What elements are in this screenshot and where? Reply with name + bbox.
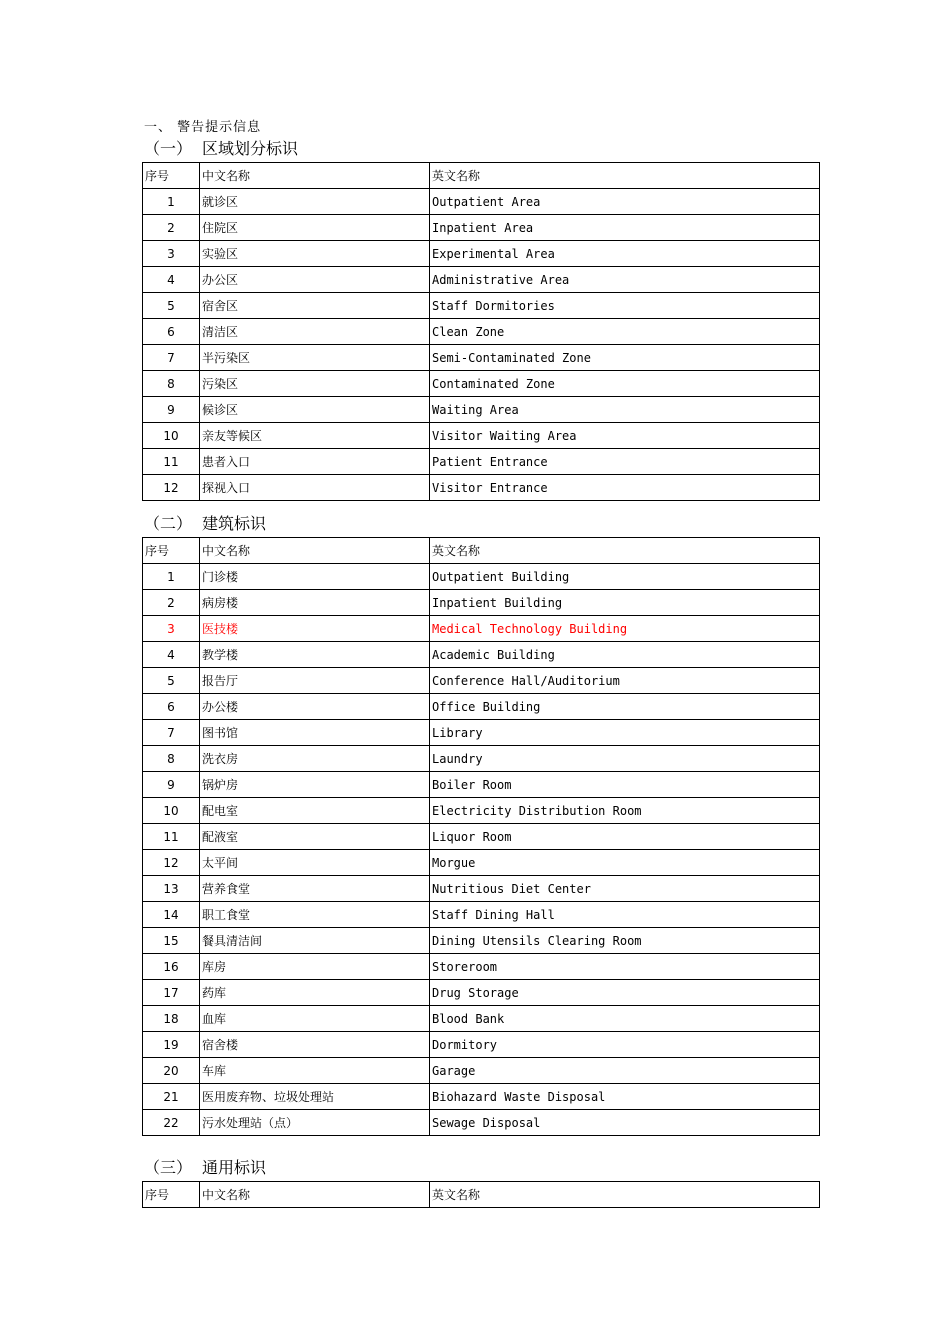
cell-chinese-name: 库房 [200,954,430,980]
cell-chinese-name: 住院区 [200,215,430,241]
cell-number: 19 [143,1032,200,1058]
table-row [143,720,820,746]
cell-chinese-name: 药库 [200,980,430,1006]
table-row [143,267,820,293]
cell-number: 2 [143,590,200,616]
cell-english-name: Visitor Waiting Area [430,423,820,449]
table-row [143,293,820,319]
cell-english-name: Dormitory [430,1032,820,1058]
general-signs-table [142,1181,820,1208]
cell-english-name: Staff Dining Hall [430,902,820,928]
cell-english-name: Waiting Area [430,397,820,423]
cell-chinese-name: 太平间 [200,850,430,876]
cell-number: 6 [143,694,200,720]
cell-number: 10 [143,423,200,449]
column-header: 英文名称 [430,163,820,189]
cell-chinese-name: 办公区 [200,267,430,293]
cell-number: 6 [143,319,200,345]
cell-english-name: Storeroom [430,954,820,980]
table-row [143,590,820,616]
cell-number: 13 [143,876,200,902]
section-title-1 [144,136,298,162]
table-row [143,1110,820,1136]
cell-chinese-name: 清洁区 [200,319,430,345]
cell-english-name: Biohazard Waste Disposal [430,1084,820,1110]
cell-english-name: Inpatient Building [430,590,820,616]
cell-english-name: Patient Entrance [430,449,820,475]
table-row [143,423,820,449]
cell-chinese-name: 污水处理站（点） [200,1110,430,1136]
cell-chinese-name: 半污染区 [200,345,430,371]
cell-chinese-name: 医技楼 [200,616,430,642]
cell-number: 5 [143,293,200,319]
column-header: 中文名称 [200,163,430,189]
main-heading: 一、 警告提示信息 [144,120,262,135]
table-row [143,694,820,720]
cell-number: 5 [143,668,200,694]
table-header-row [143,538,820,564]
section-title-3 [144,1155,266,1181]
cell-english-name: Medical Technology Building [430,616,820,642]
table-row [143,189,820,215]
cell-number: 16 [143,954,200,980]
building-signs-table [142,537,820,1136]
cell-number: 14 [143,902,200,928]
table-row [143,319,820,345]
table-row [143,746,820,772]
table-row [143,954,820,980]
cell-english-name: Garage [430,1058,820,1084]
cell-chinese-name: 教学楼 [200,642,430,668]
cell-chinese-name: 办公楼 [200,694,430,720]
cell-number: 3 [143,616,200,642]
table-row [143,850,820,876]
cell-chinese-name: 病房楼 [200,590,430,616]
section-number: （三） [144,1158,193,1177]
cell-english-name: Electricity Distribution Room [430,798,820,824]
cell-chinese-name: 洗衣房 [200,746,430,772]
table-row [143,397,820,423]
cell-number: 2 [143,215,200,241]
cell-number: 7 [143,345,200,371]
cell-number: 21 [143,1084,200,1110]
cell-english-name: Laundry [430,746,820,772]
table-row [143,668,820,694]
cell-number: 7 [143,720,200,746]
cell-number: 3 [143,241,200,267]
table-row [143,824,820,850]
table-row [143,449,820,475]
cell-chinese-name: 亲友等候区 [200,423,430,449]
cell-number: 1 [143,189,200,215]
table-row [143,371,820,397]
column-header: 序号 [143,163,200,189]
cell-number: 22 [143,1110,200,1136]
table-row [143,980,820,1006]
cell-english-name: Library [430,720,820,746]
cell-english-name: Outpatient Building [430,564,820,590]
section-number: （一） [144,139,193,158]
section-title-2 [144,511,266,537]
cell-number: 17 [143,980,200,1006]
cell-english-name: Blood Bank [430,1006,820,1032]
cell-english-name: Office Building [430,694,820,720]
cell-number: 20 [143,1058,200,1084]
column-header: 中文名称 [200,538,430,564]
table-row [143,1084,820,1110]
cell-english-name: Administrative Area [430,267,820,293]
cell-english-name: Visitor Entrance [430,475,820,501]
cell-number: 11 [143,824,200,850]
cell-english-name: Clean Zone [430,319,820,345]
section-label: 通用标识 [202,1158,267,1177]
cell-chinese-name: 车库 [200,1058,430,1084]
cell-chinese-name: 门诊楼 [200,564,430,590]
cell-chinese-name: 宿舍区 [200,293,430,319]
table-row [143,642,820,668]
column-header: 中文名称 [200,1182,430,1208]
section-label: 建筑标识 [202,514,267,533]
table-row [143,215,820,241]
cell-number: 4 [143,267,200,293]
cell-english-name: Boiler Room [430,772,820,798]
cell-chinese-name: 实验区 [200,241,430,267]
cell-number: 12 [143,850,200,876]
cell-number: 9 [143,772,200,798]
cell-english-name: Dining Utensils Clearing Room [430,928,820,954]
cell-chinese-name: 就诊区 [200,189,430,215]
cell-number: 1 [143,564,200,590]
cell-number: 8 [143,371,200,397]
table-row [143,1006,820,1032]
column-header: 英文名称 [430,1182,820,1208]
cell-number: 9 [143,397,200,423]
cell-number: 15 [143,928,200,954]
table-row [143,928,820,954]
column-header: 序号 [143,1182,200,1208]
cell-english-name: Semi-Contaminated Zone [430,345,820,371]
cell-english-name: Academic Building [430,642,820,668]
cell-english-name: Inpatient Area [430,215,820,241]
cell-chinese-name: 图书馆 [200,720,430,746]
table-row [143,616,820,642]
column-header: 序号 [143,538,200,564]
cell-chinese-name: 餐具清洁间 [200,928,430,954]
table-row [143,876,820,902]
table-row [143,475,820,501]
cell-english-name: Conference Hall/Auditorium [430,668,820,694]
cell-chinese-name: 职工食堂 [200,902,430,928]
table-row [143,241,820,267]
cell-english-name: Sewage Disposal [430,1110,820,1136]
cell-english-name: Experimental Area [430,241,820,267]
table-row [143,902,820,928]
table-row [143,564,820,590]
table-row [143,345,820,371]
cell-english-name: Staff Dormitories [430,293,820,319]
cell-chinese-name: 探视入口 [200,475,430,501]
cell-english-name: Liquor Room [430,824,820,850]
cell-chinese-name: 配液室 [200,824,430,850]
cell-number: 8 [143,746,200,772]
cell-chinese-name: 营养食堂 [200,876,430,902]
cell-english-name: Morgue [430,850,820,876]
cell-chinese-name: 配电室 [200,798,430,824]
cell-chinese-name: 患者入口 [200,449,430,475]
cell-number: 18 [143,1006,200,1032]
table-header-row [143,1182,820,1208]
cell-english-name: Nutritious Diet Center [430,876,820,902]
cell-english-name: Outpatient Area [430,189,820,215]
table-row [143,798,820,824]
cell-chinese-name: 宿舍楼 [200,1032,430,1058]
cell-chinese-name: 报告厅 [200,668,430,694]
section-number: （二） [144,514,193,533]
section-label: 区域划分标识 [202,139,299,158]
cell-chinese-name: 候诊区 [200,397,430,423]
column-header: 英文名称 [430,538,820,564]
cell-number: 11 [143,449,200,475]
cell-chinese-name: 锅炉房 [200,772,430,798]
table-header-row [143,163,820,189]
cell-number: 10 [143,798,200,824]
table-row [143,1032,820,1058]
zone-signs-table [142,162,820,501]
cell-chinese-name: 医用废弃物、垃圾处理站 [200,1084,430,1110]
table-row [143,1058,820,1084]
cell-number: 12 [143,475,200,501]
cell-chinese-name: 血库 [200,1006,430,1032]
cell-english-name: Contaminated Zone [430,371,820,397]
cell-number: 4 [143,642,200,668]
cell-english-name: Drug Storage [430,980,820,1006]
cell-chinese-name: 污染区 [200,371,430,397]
table-row [143,772,820,798]
